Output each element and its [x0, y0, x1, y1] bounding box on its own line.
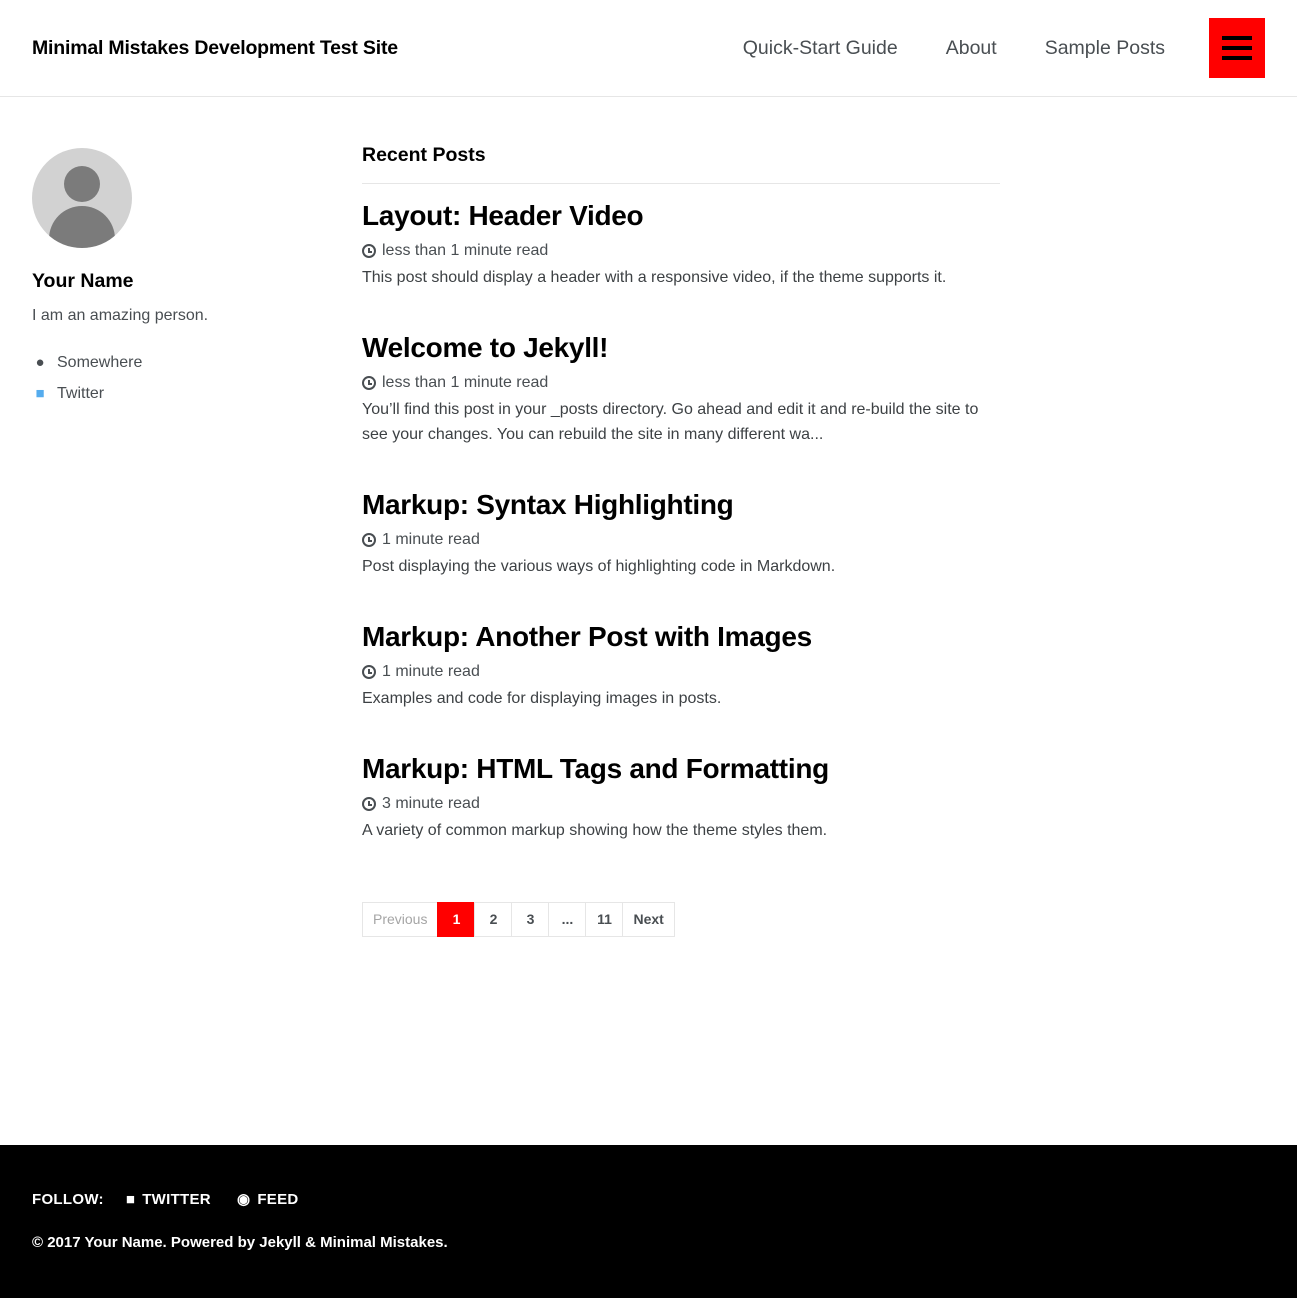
post-excerpt: You’ll find this post in your _posts directory. Go ahead and edit it and re-build the site to see your changes. You can rebuild the site in many different wa...	[362, 401, 979, 443]
hamburger-menu-icon[interactable]	[1209, 18, 1265, 78]
post-read-time: 1 minute read	[382, 530, 480, 548]
post-read-time: 1 minute read	[382, 662, 480, 680]
post-meta	[362, 531, 1000, 549]
nav-link-label[interactable]: About	[945, 36, 997, 59]
post-meta	[362, 374, 1000, 392]
nav-link-label[interactable]: Quick-Start Guide	[742, 36, 898, 59]
footer-follow	[32, 1191, 1265, 1208]
post-list-item	[362, 753, 1000, 844]
post-list-item	[362, 200, 1000, 291]
post-title[interactable]	[362, 489, 1000, 521]
avatar-body	[49, 206, 115, 248]
post-title[interactable]	[362, 753, 1000, 785]
post-title-link[interactable]: Markup: Syntax Highlighting	[362, 488, 734, 520]
footer-follow-label: FOLLOW:	[32, 1191, 104, 1208]
footer-copyright: © 2017 Your Name. Powered by Jekyll & Minimal Mistakes.	[32, 1234, 448, 1251]
author-link-label[interactable]: Twitter	[57, 384, 105, 402]
post-title-link[interactable]: Markup: Another Post with Images	[362, 620, 812, 652]
clock-icon	[362, 244, 376, 258]
footer-link-twitter[interactable]	[126, 1191, 211, 1208]
nav-item-sample-posts[interactable]	[1021, 37, 1189, 60]
author-sidebar	[32, 144, 300, 416]
post-title[interactable]	[362, 200, 1000, 232]
post-read-time: 3 minute read	[382, 794, 480, 812]
post-excerpt: Examples and code for displaying images in posts.	[362, 689, 722, 707]
primary-navigation	[719, 18, 1265, 78]
pagination	[362, 902, 1000, 937]
footer-link-feed[interactable]	[237, 1191, 299, 1208]
author-name: Your Name	[32, 270, 134, 292]
main-content	[300, 144, 1000, 977]
clock-icon	[362, 376, 376, 390]
post-list-item	[362, 332, 1000, 448]
post-title[interactable]	[362, 332, 1000, 364]
post-title[interactable]	[362, 621, 1000, 653]
post-list-item	[362, 489, 1000, 580]
author-link-location[interactable]	[32, 354, 300, 372]
post-excerpt: A variety of common markup showing how the theme styles them.	[362, 821, 828, 839]
post-meta	[362, 242, 1000, 260]
post-read-time: less than 1 minute read	[382, 242, 549, 260]
site-footer	[0, 1145, 1297, 1298]
author-link-label[interactable]: Somewhere	[57, 353, 143, 371]
twitter-icon: ■	[35, 385, 45, 403]
feed-icon: ◉	[236, 1191, 251, 1208]
clock-icon	[362, 665, 376, 679]
post-meta	[362, 795, 1000, 813]
pagination-page-11[interactable]: 11	[585, 902, 622, 937]
pagination-next[interactable]: Next	[622, 902, 674, 937]
post-title-link[interactable]: Layout: Header Video	[362, 200, 644, 231]
footer-link-label: FEED	[257, 1191, 299, 1208]
pagination-previous: Previous	[362, 902, 437, 937]
author-link-twitter[interactable]	[32, 385, 300, 403]
archive-title: Recent Posts	[362, 144, 1000, 184]
hamburger-bar	[1222, 46, 1252, 50]
pagination-page-1[interactable]: 1	[437, 902, 474, 937]
author-links	[32, 354, 300, 403]
post-excerpt: This post should display a header with a responsive video, if the theme supports it.	[362, 269, 947, 287]
masthead	[0, 0, 1297, 97]
twitter-icon: ■	[125, 1191, 136, 1208]
footer-link-label: TWITTER	[142, 1191, 211, 1208]
page-body	[0, 97, 1297, 977]
post-title-link[interactable]: Welcome to Jekyll!	[362, 331, 609, 363]
site-title[interactable]: Minimal Mistakes Development Test Site	[32, 36, 398, 59]
pagination-page-2[interactable]: 2	[474, 902, 511, 937]
nav-link-label[interactable]: Sample Posts	[1044, 36, 1165, 59]
post-excerpt: Post displaying the various ways of highlighting code in Markdown.	[362, 557, 836, 575]
nav-item-about[interactable]	[922, 37, 1021, 60]
clock-icon	[362, 533, 376, 547]
post-title-link[interactable]: Markup: HTML Tags and Formatting	[362, 752, 829, 784]
hamburger-bar	[1222, 36, 1252, 40]
pagination-ellipsis: ...	[548, 902, 585, 937]
pagination-page-3[interactable]: 3	[511, 902, 548, 937]
map-pin-icon: ●	[35, 354, 45, 372]
avatar-head	[64, 166, 100, 202]
author-bio: I am an amazing person.	[32, 307, 209, 325]
post-meta	[362, 663, 1000, 681]
avatar	[32, 148, 132, 248]
hamburger-bar	[1222, 56, 1252, 60]
post-list-item	[362, 621, 1000, 712]
clock-icon	[362, 797, 376, 811]
nav-item-quick-start-guide[interactable]	[719, 37, 922, 60]
post-read-time: less than 1 minute read	[382, 374, 549, 392]
